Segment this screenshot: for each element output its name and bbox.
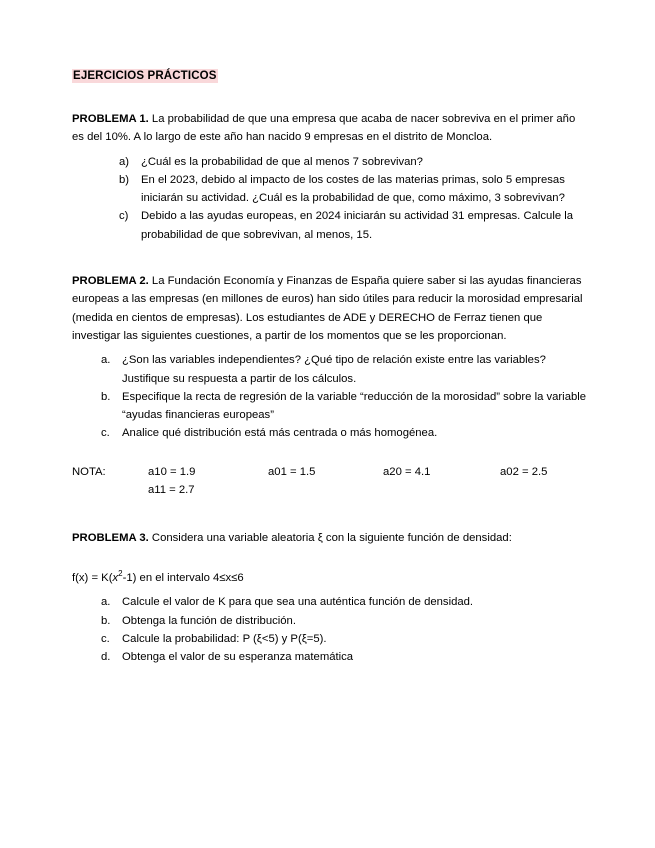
list-item-text: Debido a las ayudas europeas, en 2024 iniciarán su actividad 31 empresas. Calcule la probabilidad de que sobrevivan, al menos, 15. — [141, 210, 574, 241]
nota-value-a10: a10 = 1.9 — [148, 465, 196, 478]
list-marker: a) — [119, 155, 130, 168]
problem-1-statement — [72, 110, 590, 147]
page-title-text: EJERCICIOS PRÁCTICOS — [73, 70, 217, 82]
list-item — [72, 593, 590, 611]
list-item — [72, 171, 590, 208]
list-item-text: Analice qué distribución está más centrada o más homogénea. — [122, 427, 438, 440]
problem-3-label: PROBLEMA 3. — [72, 531, 149, 544]
list-item-text: ¿Cuál es la probabilidad de que al menos 7 sobrevivan? — [141, 155, 423, 168]
list-item — [72, 153, 590, 171]
list-marker: b. — [101, 614, 111, 627]
problem-1-label: PROBLEMA 1. — [72, 113, 149, 125]
list-item — [72, 612, 590, 630]
formula-prefix: f(x) = K( — [72, 572, 113, 585]
formula-le-2: ≤ — [231, 572, 238, 585]
list-marker: c. — [101, 427, 110, 440]
list-item-text: Obtenga el valor de su esperanza matemática — [122, 651, 354, 664]
problem-2-label: PROBLEMA 2. — [72, 275, 149, 288]
problem-3-statement — [72, 529, 590, 547]
list-marker: a. — [101, 596, 111, 609]
list-marker: c) — [119, 210, 129, 223]
list-item-text: En el 2023, debido al impacto de los costes de las materias primas, solo 5 empresas iniciarán su actividad. ¿Cuál es la probabilidad de que, como máximo, 3 sobrevivan? — [141, 173, 565, 205]
formula-variable: x — [112, 572, 119, 585]
nota-value-a01: a01 = 1.5 — [268, 465, 316, 478]
formula-middle: -1) en el intervalo 4 — [122, 572, 220, 585]
formula-exponent: 2 — [118, 569, 123, 579]
list-marker: b) — [119, 173, 130, 186]
nota-label: NOTA: — [72, 465, 106, 478]
list-marker: a. — [101, 354, 111, 367]
list-item — [72, 388, 590, 425]
formula-upper-bound: 6 — [237, 572, 244, 585]
nota-value-a20: a20 = 4.1 — [383, 465, 431, 478]
document-content — [72, 70, 590, 667]
problem-2 — [72, 272, 590, 501]
problem-3-body: Considera una variable aleatoria ξ con la siguiente función de densidad: — [148, 531, 512, 544]
list-item-text: Especifique la recta de regresión de la variable “reducción de la morosidad” sobre la variable “ayudas financieras europeas” — [122, 390, 587, 422]
list-item-text: Obtenga la función de distribución. — [122, 614, 296, 627]
nota-value-a02: a02 = 2.5 — [500, 465, 548, 478]
list-item — [72, 207, 590, 244]
nota-value-a11: a11 = 2.7 — [148, 483, 195, 496]
list-item-text: Calcule el valor de K para que sea una auténtica función de densidad. — [122, 596, 474, 609]
list-marker: b. — [101, 390, 111, 403]
problem-2-body: La Fundación Economía y Finanzas de España quiere saber si las ayudas financieras europeas a las empresas (en millones de euros) han sido útiles para reducir la morosidad empresarial (medida en cientos de empresas). Los estudiantes de ADE y DERECHO de Ferraz tienen que investigar las siguientes cuestiones, a partir de los momentos que se les proporcionan. — [72, 275, 583, 342]
list-item-text: Calcule la probabilidad: P (ξ<5) y P(ξ=5). — [122, 632, 327, 645]
page-title — [72, 70, 590, 82]
density-function-formula — [72, 569, 590, 587]
problem-1-list — [72, 153, 590, 244]
formula-le-1: ≤ — [219, 572, 226, 585]
formula-variable-2: x — [225, 572, 232, 585]
list-item — [72, 630, 590, 648]
problem-3 — [72, 529, 590, 667]
problem-1-body: La probabilidad de que una empresa que acaba de nacer sobreviva en el primer año es del 10%. A lo largo de este año han nacido 9 empresas en el distrito de Moncloa. — [72, 113, 576, 144]
nota-block — [72, 463, 590, 501]
problem-2-list — [72, 351, 590, 442]
list-item — [72, 648, 590, 666]
list-item — [72, 424, 590, 442]
list-item — [72, 351, 590, 388]
list-marker: c. — [101, 632, 110, 645]
problem-2-statement — [72, 272, 590, 345]
problem-3-list — [72, 593, 590, 666]
list-item-text: ¿Son las variables independientes? ¿Qué tipo de relación existe entre las variables? Justifique su respuesta a partir de los cálculos. — [122, 354, 546, 385]
problem-1 — [72, 110, 590, 244]
list-marker: d. — [101, 651, 111, 664]
